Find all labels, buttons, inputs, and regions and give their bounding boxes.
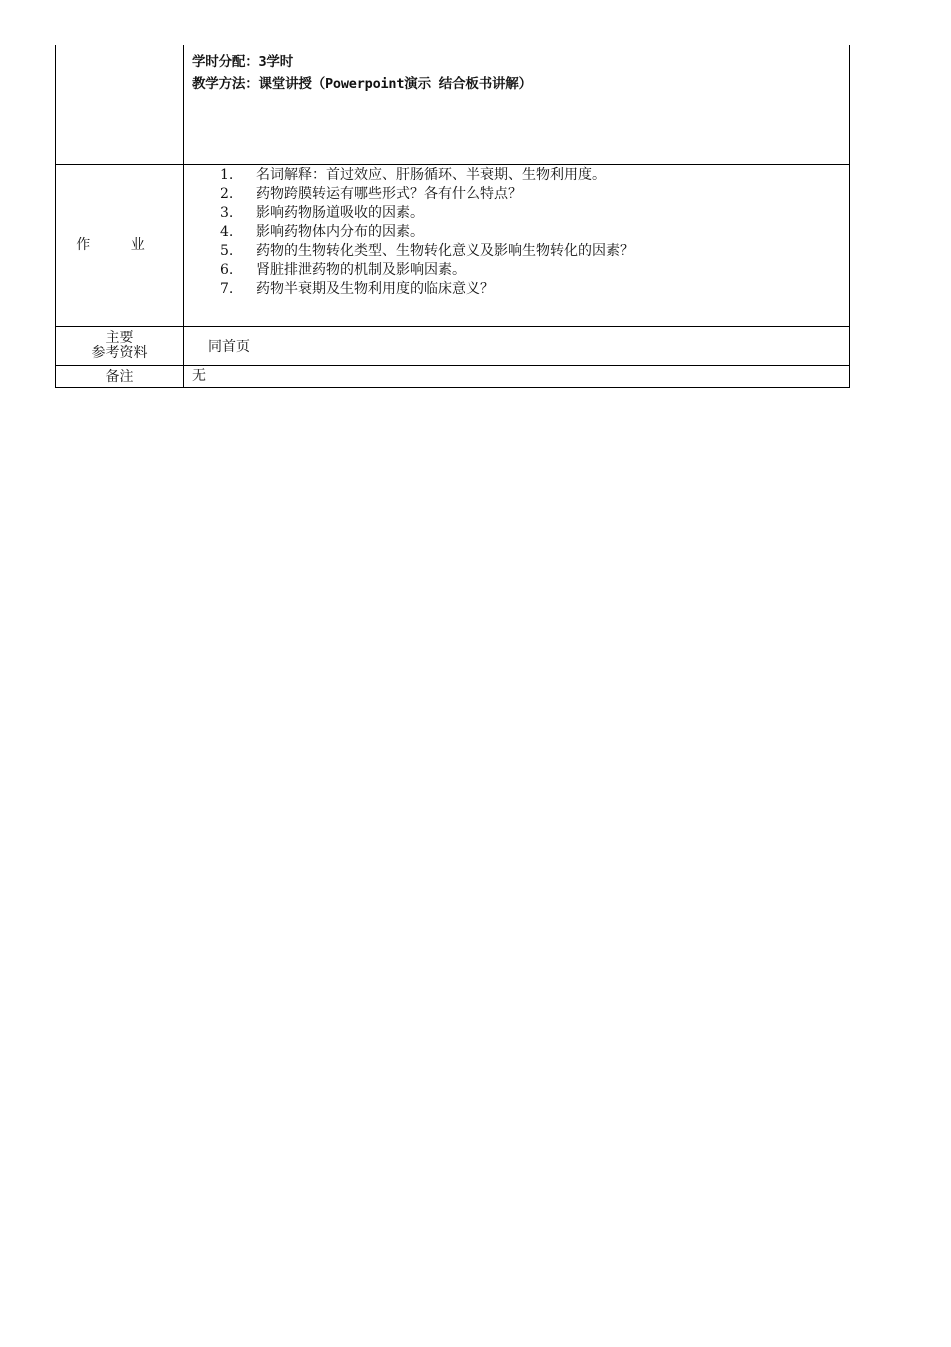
homework-item [184,223,849,242]
homework-item-text: 药物的生物转化类型、生物转化意义及影响生物转化的因素？ [256,243,634,259]
homework-item-number: 7. [220,281,234,297]
references-cell [184,327,850,366]
teaching-method: 教学方法：课堂讲授（Powerpoint演示 结合板书讲解） [192,76,532,92]
homework-item-text: 影响药物肠道吸收的因素。 [256,205,424,221]
references-label-cell [56,327,184,366]
homework-item-number: 4. [220,224,234,240]
syllabus-table [55,45,850,388]
homework-label: 作 业 [76,237,163,253]
homework-item-text: 药物半衰期及生物利用度的临床意义？ [256,281,494,297]
homework-cell [184,165,850,327]
homework-row [56,165,850,327]
homework-item [184,242,849,261]
notes-value: 无 [192,368,206,384]
teaching-method-row [56,45,850,165]
teaching-method-cell [184,45,850,165]
notes-row [56,366,850,388]
references-label-line2: 参考资料 [91,345,148,361]
homework-item [184,185,849,204]
homework-list [184,166,849,299]
homework-item-text: 药物跨膜转运有哪些形式？各有什么特点？ [256,186,522,202]
homework-item [184,261,849,280]
notes-cell [184,366,850,388]
notes-label-cell [56,366,184,388]
references-label-line1: 主要 [105,330,134,346]
homework-item-number: 1. [220,167,234,183]
references-value: 同首页 [208,339,250,355]
homework-item-number: 3. [220,205,234,221]
teaching-method-label-cell [56,45,184,165]
homework-item-text: 肾脏排泄药物的机制及影响因素。 [256,262,466,278]
homework-item-number: 2. [220,186,234,202]
homework-item-number: 5. [220,243,234,259]
references-row [56,327,850,366]
homework-item [184,280,849,299]
notes-label: 备注 [105,368,134,385]
homework-item-text: 名词解释：首过效应、肝肠循环、半衰期、生物利用度。 [256,167,606,183]
homework-item-text: 影响药物体内分布的因素。 [256,224,424,240]
homework-item-number: 6. [220,262,234,278]
hours-allocation: 学时分配：3学时 [192,54,294,70]
homework-item [184,204,849,223]
homework-item [184,166,849,185]
homework-label-cell [56,165,184,327]
